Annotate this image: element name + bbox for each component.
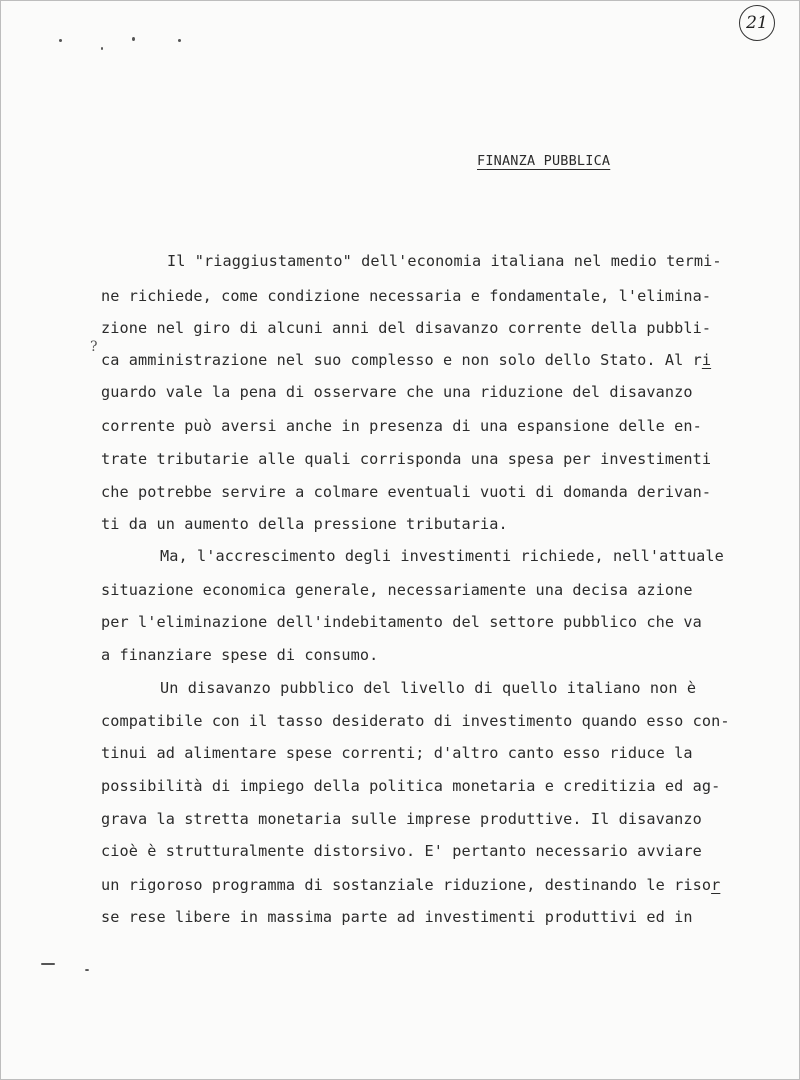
margin-mark: ? — [90, 339, 98, 355]
text-line: ne richiede, come condizione necessaria e fondamentale, l'elimina- — [101, 287, 712, 305]
scan-speck — [41, 963, 55, 965]
text-line: ti da un aumento della pressione tributaria. — [101, 515, 508, 533]
text-line: corrente può aversi anche in presenza di una espansione delle en- — [101, 417, 702, 435]
scan-speck — [132, 37, 135, 41]
scan-speck — [59, 39, 62, 42]
text-line: situazione economica generale, necessariamente una decisa azione — [101, 581, 693, 599]
scan-speck — [101, 47, 103, 50]
page-title: FINANZA PUBBLICA — [477, 153, 611, 169]
scan-speck — [85, 969, 89, 971]
text-line: a finanziare spese di consumo. — [101, 646, 379, 664]
scan-speck — [178, 39, 181, 42]
text-line: grava la stretta monetaria sulle imprese produttive. Il disavanzo — [101, 810, 702, 828]
text-line: cioè è strutturalmente distorsivo. E' pertanto necessario avviare — [101, 842, 702, 860]
text-line: zione nel giro di alcuni anni del disavanzo corrente della pubbli- — [101, 319, 712, 337]
text-line: tinui ad alimentare spese correnti; d'altro canto esso riduce la — [101, 744, 693, 762]
text-line: un rigoroso programma di sostanziale riduzione, destinando le risor — [101, 876, 721, 894]
text-line: se rese libere in massima parte ad investimenti produttivi ed in — [101, 908, 693, 926]
text-line: ca amministrazione nel suo complesso e non solo dello Stato. Al ri — [101, 351, 712, 369]
text-line: Il "riaggiustamento" dell'economia italiana nel medio termi- — [167, 252, 722, 270]
text-line: Un disavanzo pubblico del livello di quello italiano non è — [160, 679, 697, 697]
text-line: per l'eliminazione dell'indebitamento del settore pubblico che va — [101, 613, 702, 631]
text-line: trate tributarie alle quali corrisponda una spesa per investimenti — [101, 450, 712, 468]
text-line: possibilità di impiego della politica monetaria e creditizia ed ag- — [101, 777, 721, 795]
page-number-stamp: 21 — [739, 5, 775, 41]
text-line: Ma, l'accrescimento degli investimenti richiede, nell'attuale — [160, 547, 724, 565]
text-line: compatibile con il tasso desiderato di investimento quando esso con- — [101, 712, 730, 730]
text-line: che potrebbe servire a colmare eventuali vuoti di domanda derivan- — [101, 483, 712, 501]
text-line: guardo vale la pena di osservare che una riduzione del disavanzo — [101, 383, 693, 401]
